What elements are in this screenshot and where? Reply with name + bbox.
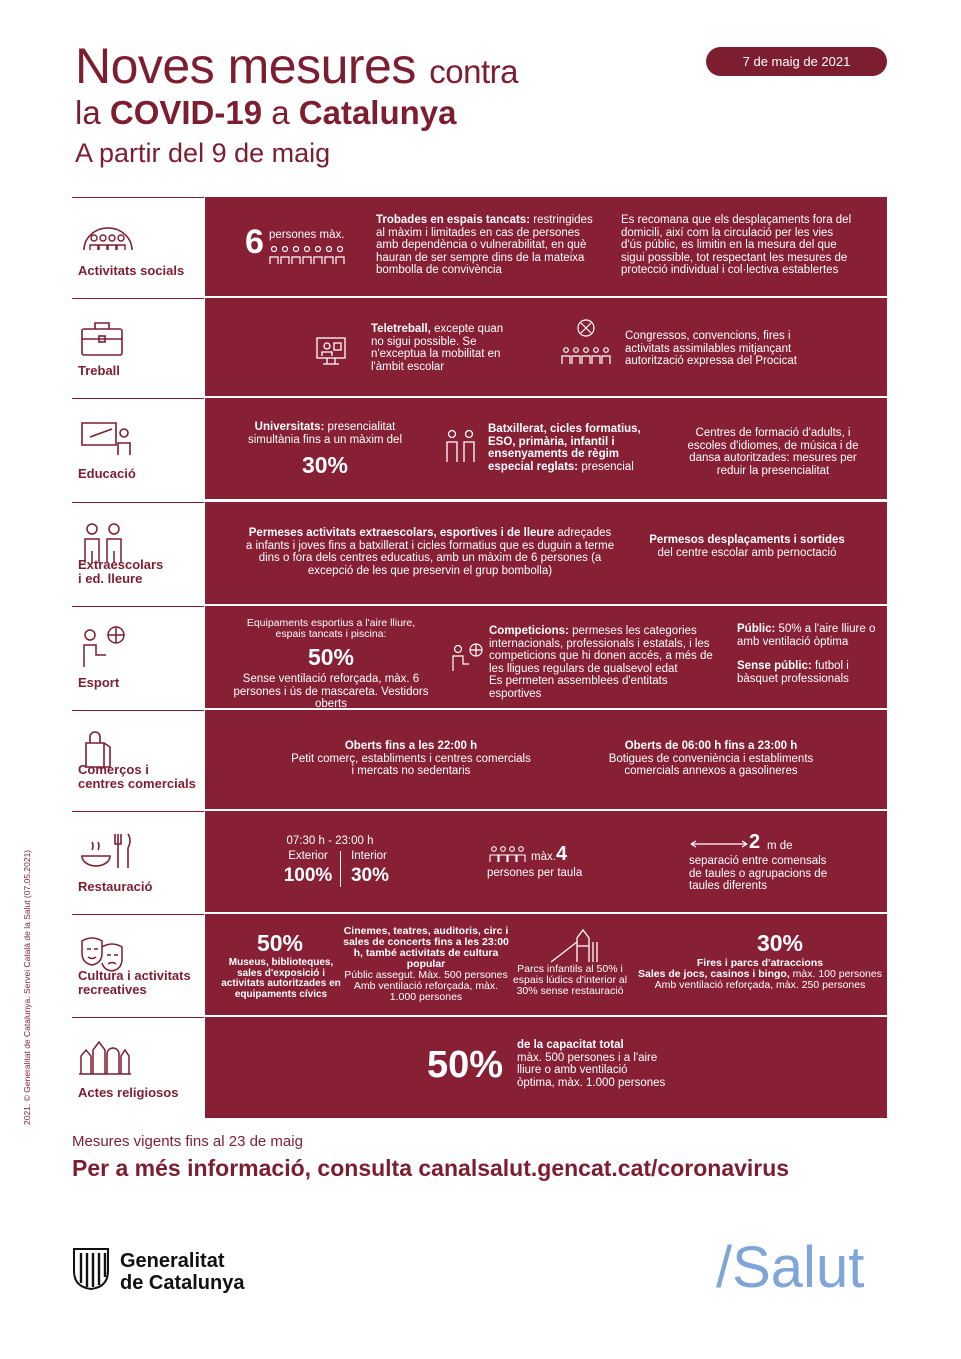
school-trips-text — [641, 534, 853, 559]
valid-until-text: Mesures vigents fins al 23 de maig — [72, 1133, 303, 1150]
assemblies-text: Es permeten assemblees d'entitats esportives — [489, 675, 668, 700]
small-shops-bold: Oberts fins a les 22:00 h — [344, 740, 478, 752]
no-public-text — [737, 660, 877, 685]
small-shops-text — [291, 740, 531, 778]
sport-facilities-title: Equipaments esportius a l'aire lliure, espais tancats i piscina: — [246, 617, 416, 640]
religious-desc: màx. 500 persones i a l'aire lliure o amb ventilació òptima, màx. 1.000 persones — [517, 1051, 666, 1089]
playground-icon — [547, 924, 603, 964]
religious-bold: de la capacitat total — [517, 1039, 624, 1051]
row-activitats-socials — [72, 197, 887, 296]
opening-hours: 07:30 h - 23:00 h — [286, 835, 374, 847]
sport-facilities-percent: 50% — [307, 644, 355, 670]
theatre-masks-icon — [78, 933, 128, 973]
label-comercos-l1: Comerços i — [78, 762, 149, 777]
schools-text — [488, 423, 658, 473]
adult-centres-text: Centres de formació d'adults, i escoles d'idiomes, de música i de dansa autoritzades: mesures per reduir la presencialitat — [687, 427, 859, 477]
extracurricular-bold: Permeses activitats extraescolars, esportives i de lleure — [248, 527, 555, 539]
label-cultura-l2: recreatives — [78, 982, 147, 997]
briefcase-icon — [78, 317, 128, 359]
convenience-stores-bold: Oberts de 06:00 h fins a 23:00 h — [624, 740, 798, 752]
public-desc: 50% a l'aire lliure o amb ventilació òptima — [737, 623, 876, 648]
schools-bold: Batxillerat, cicles formatius, ESO, primària, infantil i ensenyaments de règim especial reglats: — [488, 423, 641, 473]
no-public-bold: Sense públic: — [737, 660, 812, 672]
label-activitats-socials: Activitats socials — [78, 263, 185, 278]
public-text — [737, 623, 877, 648]
extracurricular-desc: adreçades a infants i joves fins a batxillerat i cicles formatius que es duguin a terme dins o fora dels centres educatius, amb un màxim de 6 persones (a excepció de les que preservin el grup bombolla) — [245, 527, 615, 577]
row-cultura — [72, 914, 887, 1015]
copyright-note: 2021. © Generalitat de Catalunya. Servei Català de la Salut (07.05.2021) — [22, 849, 32, 1125]
max-label: màx. — [531, 851, 556, 863]
label-cell — [72, 811, 204, 912]
cinemas-bold: Cinemes, teatres, auditoris, circ i sales de concerts fins a les 23:00 h, també activitats de cultura popular — [343, 925, 509, 970]
playgrounds-text: Parcs infantils al 50% i espais lúdics d'interior al 30% sense restauració — [512, 963, 628, 997]
more-info-link[interactable]: Per a més informació, consulta canalsalut.gencat.cat/coronavirus — [72, 1155, 790, 1181]
content-band — [205, 914, 887, 1015]
max-per-table-number: 4 — [556, 843, 568, 865]
congress-prohibited-icon — [560, 318, 612, 368]
casinos-bold: Sales de jocs, casinos i bingo, — [638, 968, 790, 980]
religious-percent: 50% — [427, 1044, 504, 1086]
row-actes-religiosos — [72, 1017, 887, 1118]
label-cell — [72, 606, 204, 708]
extracurricular-text — [245, 527, 615, 577]
title-part1: Noves mesures — [75, 38, 416, 94]
school-trips-bold: Permesos desplaçaments i sortides — [649, 534, 845, 546]
persons-icon — [269, 244, 345, 266]
distance-text: separació entre comensals de taules o agrupacions de taules diferents — [689, 855, 828, 892]
content-band — [205, 298, 887, 396]
telework-bold: Teletreball, — [371, 323, 431, 335]
row-treball — [72, 298, 887, 396]
distance-number: 2 — [749, 831, 761, 853]
competitions-desc: permeses les categories internacionals, professionals i estatals, i les competicions que hi donen accés, a més de les lligues regulars de qualsevol edat — [489, 625, 713, 675]
label-cell — [72, 197, 204, 296]
row-esport — [72, 606, 887, 708]
fairs-text — [635, 958, 885, 991]
label-esport: Esport — [78, 675, 120, 690]
public-bold: Públic: — [737, 623, 776, 635]
label-comercos-l2: centres comercials — [78, 776, 196, 791]
content-band — [205, 1017, 887, 1118]
label-restauracio: Restauració — [78, 879, 153, 894]
content-band — [205, 398, 887, 499]
telework-desc: excepte quan no sigui possible. Se n'exceptua la mobilitat en l'àmbit escolar — [371, 323, 504, 373]
label-cultura — [78, 969, 191, 997]
congresses-text: Congressos, convencions, fires i activitats assimilables mitjançant autorització expressa del Procicat — [625, 330, 797, 367]
generalitat-logo-icon — [72, 1247, 110, 1291]
schools-desc: presencial — [581, 460, 634, 473]
museums-text: Museus, biblioteques, sales d'exposició i activitats autoritzades en equipaments cívics — [221, 957, 341, 1000]
row-extraescolars — [72, 502, 887, 604]
indoor-meetings-text — [376, 214, 594, 277]
label-actes-religiosos: Actes religiosos — [78, 1085, 179, 1100]
label-cultura-l1: Cultura i activitats — [78, 968, 191, 983]
convenience-stores-text — [591, 740, 831, 778]
four-persons-icon — [489, 845, 527, 863]
interior-percent: 30% — [350, 865, 390, 886]
persons-per-table-text: persones per taula — [487, 867, 583, 879]
content-band — [205, 710, 887, 809]
telework-text — [371, 323, 511, 373]
label-cell — [72, 710, 204, 809]
universities-desc: presencialitat simultània fins a un màxim del — [247, 421, 403, 446]
label-extraescolars-l1: Extraescolars — [78, 557, 164, 572]
cinemas-text — [341, 926, 511, 1003]
exterior-percent: 100% — [283, 865, 333, 886]
title-catalunya: Catalunya — [298, 94, 457, 131]
generalitat-line1: Generalitat — [120, 1250, 225, 1272]
page-title-line1 — [75, 40, 518, 98]
competitions-text — [489, 625, 719, 700]
page-title-line2 — [75, 94, 457, 132]
universities-bold: Universitats: — [254, 421, 325, 433]
small-shops-desc: Petit comerç, establiments i centres comercials i mercats no sedentaris — [291, 752, 531, 777]
universities-percent: 30% — [301, 452, 349, 478]
generalitat-line2: de Catalunya — [120, 1272, 245, 1294]
no-public-desc: futbol i bàsquet professionals — [737, 660, 849, 685]
indoor-meetings-bold: Trobades en espais tancats: — [376, 214, 531, 226]
row-educacio — [72, 398, 887, 499]
casinos-desc: màx. 100 persones Amb ventilació reforçada, màx. 250 persones — [654, 968, 882, 991]
religious-text — [517, 1039, 667, 1089]
title-line2-pre: la — [75, 94, 101, 131]
label-cell — [72, 502, 204, 604]
school-trips-desc: del centre escolar amb pernoctació — [657, 546, 837, 559]
content-band — [205, 502, 887, 604]
title-line2-mid: a — [271, 94, 290, 131]
max-persons-number: 6 — [245, 223, 264, 261]
fairs-percent: 30% — [756, 930, 804, 956]
indoor-meetings-desc: restringides al màxim i limitades en cas de persones amb dependència o vulnerabilitat, en què hauran de ser sempre dins de la mateixa bombolla de convivència — [376, 214, 593, 276]
people-group-icon — [78, 216, 138, 256]
competition-icon — [449, 642, 485, 672]
title-part2: contra — [429, 53, 518, 90]
date-badge: 7 de maig de 2021 — [706, 47, 887, 76]
label-educacio: Educació — [78, 466, 136, 481]
sport-facilities-desc: Sense ventilació reforçada, màx. 6 persones i ús de mascareta. Vestidors oberts — [233, 673, 429, 710]
exterior-label: Exterior — [288, 850, 328, 862]
sport-ball-icon — [78, 625, 130, 667]
interior-label: Interior — [351, 850, 387, 862]
mobility-recommendation-text: Es recomana que els desplaçaments fora del domicili, així com la circulació per les vies d'ús públic, es limitin en la mesura del que sigui possible, tot respectant les mesures de protecció individual i col·lectiva establertes — [621, 214, 852, 276]
max-persons-label: persones màx. — [269, 229, 345, 241]
title-covid: COVID-19 — [109, 94, 263, 131]
content-band — [205, 811, 887, 912]
telework-icon — [315, 336, 347, 368]
row-comercos — [72, 710, 887, 809]
cinemas-desc: Públic assegut. Màx. 500 persones Amb ventilació reforçada, màx. 1.000 persones — [344, 969, 508, 1003]
distance-arrow-icon — [689, 839, 749, 849]
content-band — [205, 197, 887, 296]
label-cell — [72, 914, 204, 1015]
dish-cutlery-icon — [78, 830, 134, 870]
universities-text — [245, 421, 405, 446]
salut-logo: /Salut — [716, 1235, 865, 1300]
students-icon — [442, 428, 480, 464]
page-subtitle: A partir del 9 de maig — [75, 138, 331, 168]
label-cell — [72, 298, 204, 396]
competitions-bold: Competicions: — [489, 625, 569, 637]
convenience-stores-desc: Botigues de conveniència i establiments comercials annexos a gasolineres — [608, 752, 814, 777]
label-treball: Treball — [78, 363, 120, 378]
teacher-board-icon — [78, 417, 134, 457]
fairs-bold: Fires i parcs d'atraccions — [696, 957, 824, 969]
museums-percent: 50% — [256, 930, 304, 956]
label-extraescolars — [78, 558, 163, 586]
generalitat-logo-text — [120, 1250, 244, 1294]
content-band — [205, 606, 887, 708]
row-restauracio — [72, 811, 887, 912]
label-extraescolars-l2: i ed. lleure — [78, 571, 143, 586]
label-comercos — [78, 763, 196, 791]
label-cell — [72, 1017, 204, 1118]
distance-unit: m de — [767, 840, 793, 852]
temples-icon — [78, 1036, 132, 1076]
label-cell — [72, 398, 204, 499]
